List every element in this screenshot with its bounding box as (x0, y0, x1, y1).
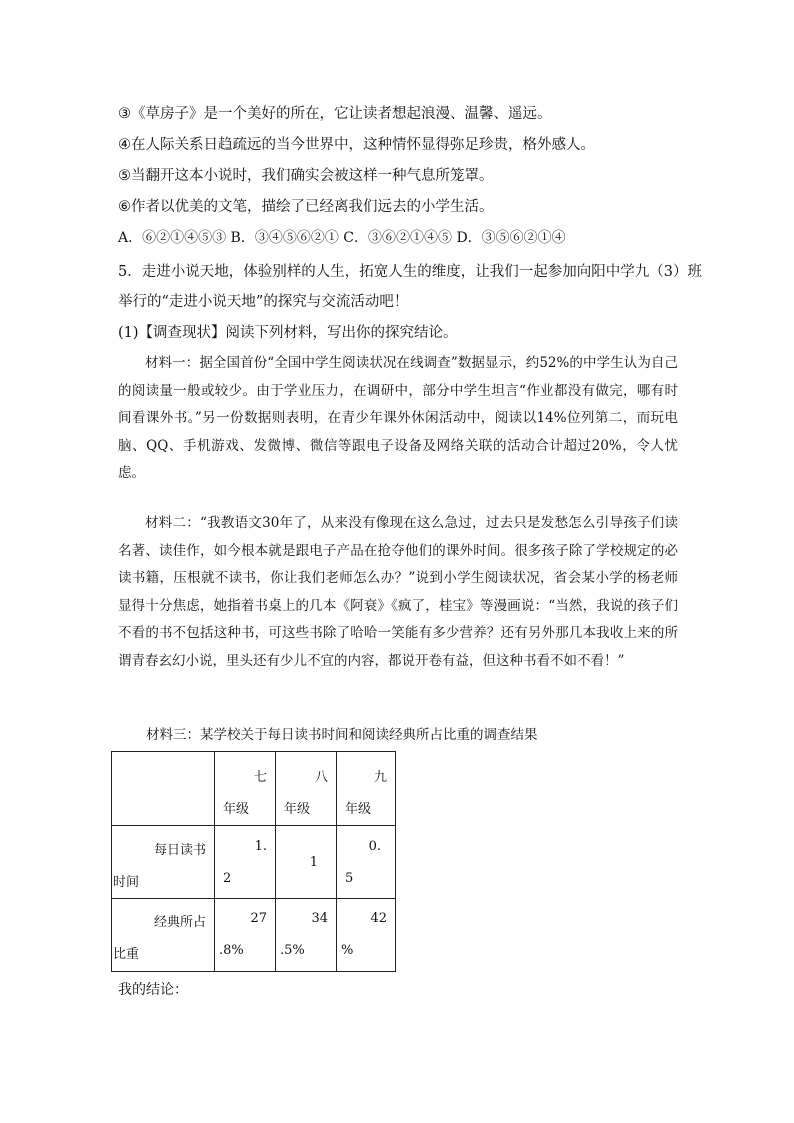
table-header-cell (276, 752, 337, 826)
row-2-grade-9-top: 42 (370, 911, 387, 926)
material-2-text: 材料二：“我教语文30年了，从来没有像现在这么急过，过去只是发愁怎么引导孩子们读名著、读佳作，如今根本就是跟电子产品在抢夺他们的课外时间。很多孩子除了学校规定的必读书籍，压根就不读书，你让我们老师怎么办？”说到小学生阅读状况，省会某小学的杨老师显得十分焦虑，她指着书桌上的几本《阿衰》《疯了，桂宝》等漫画说：“当然，我说的孩子们不看的书不包括这种书，可这些书除了哈哈一笑能有多少营养？还有另外那几本我收上来的所谓青春玄幻小说，里头还有少儿不宜的内容，都说开卷有益，但这种书看不如不看！” (118, 515, 678, 669)
table-row (112, 899, 396, 972)
material-2 (118, 510, 678, 676)
question-5-part1: (1)【调查现状】阅读下列材料，写出你的探究结论。 (118, 325, 458, 341)
header-grade-9-bottom: 年级 (345, 802, 372, 817)
table-header-cell (215, 752, 276, 826)
material-1-text: 材料一：据全国首份“全国中学生阅读状况在线调查”数据显示，约52%的中学生认为自己的阅读量一般或较少。由于学业压力，在调研中，部分中学生坦言“作业都没有做完，哪有时间看课外书。”另一份数据则表明，在青少年课外休闲活动中，阅读以14%位列第二，而玩电脑、QQ、手机游戏、发微博、微信等跟电子设备及网络关联的活动合计超过20%，令人忧虑。 (118, 355, 678, 482)
row-2-grade-7-top: 27 (250, 911, 267, 926)
table-cell (276, 826, 337, 899)
table-corner-cell (112, 752, 215, 826)
table-cell (215, 826, 276, 899)
table-cell (337, 826, 396, 899)
table-row (112, 826, 396, 899)
row-1-grade-9-bottom: 5 (345, 871, 354, 886)
row-2-label-top: 经典所占 (153, 915, 206, 930)
question-5-line2: 举行的“走进小说天地”的探究与交流活动吧！ (118, 294, 409, 310)
table-cell (276, 899, 337, 972)
material-3-title: 材料三：某学校关于每日读书时间和阅读经典所占比重的调查结果 (146, 727, 538, 743)
table-cell (215, 899, 276, 972)
row-1-grade-7-top: 1. (254, 839, 267, 854)
row-2-grade-8-bottom: .5% (280, 943, 305, 958)
conclusion-label: 我的结论： (118, 982, 188, 998)
header-grade-7-top: 七 (253, 770, 267, 785)
table-header-row (112, 752, 396, 826)
row-1-grade-9-top: 0. (368, 839, 381, 854)
row-1-grade-7-bottom: 2 (223, 871, 232, 886)
option-4: ④在人际关系日趋疏远的当今世界中，这种情怀显得弥足珍贵，格外感人。 (118, 137, 595, 153)
question-5-line1: 5．走进小说天地，体验别样的人生，拓宽人生的维度，让我们一起参加向阳中学九（3）班 (118, 264, 702, 280)
header-grade-9-top: 九 (373, 770, 387, 785)
row-2-grade-7-bottom: .8% (219, 943, 244, 958)
row-2-grade-8-top: 34 (311, 911, 328, 926)
material-1 (118, 350, 678, 488)
header-grade-8-bottom: 年级 (284, 802, 311, 817)
row-2-label-bottom: 比重 (113, 947, 140, 962)
row-1-grade-8-top: 1 (309, 855, 318, 870)
row-1-label-top: 每日读书 (153, 843, 206, 858)
option-3: ③《草房子》是一个美好的所在，它让读者想起浪漫、温馨、遥远。 (118, 106, 552, 122)
row-label-cell (112, 899, 215, 972)
header-grade-7-bottom: 年级 (223, 802, 250, 817)
row-label-cell (112, 826, 215, 899)
survey-table (111, 751, 396, 972)
row-1-label-bottom: 时间 (113, 875, 140, 890)
answer-choices: A．⑥②①④⑤③ B．③④⑤⑥②① C．③⑥②①④⑤ D．③⑤⑥②①④ (118, 230, 566, 246)
option-6: ⑥作者以优美的文笔，描绘了已经离我们远去的小学生活。 (118, 199, 494, 215)
row-2-grade-9-bottom: % (341, 943, 354, 958)
header-grade-8-top: 八 (314, 770, 328, 785)
table-cell (337, 899, 396, 972)
option-5: ⑤当翻开这本小说时，我们确实会被这样一种气息所笼罩。 (118, 168, 494, 184)
table-header-cell (337, 752, 396, 826)
